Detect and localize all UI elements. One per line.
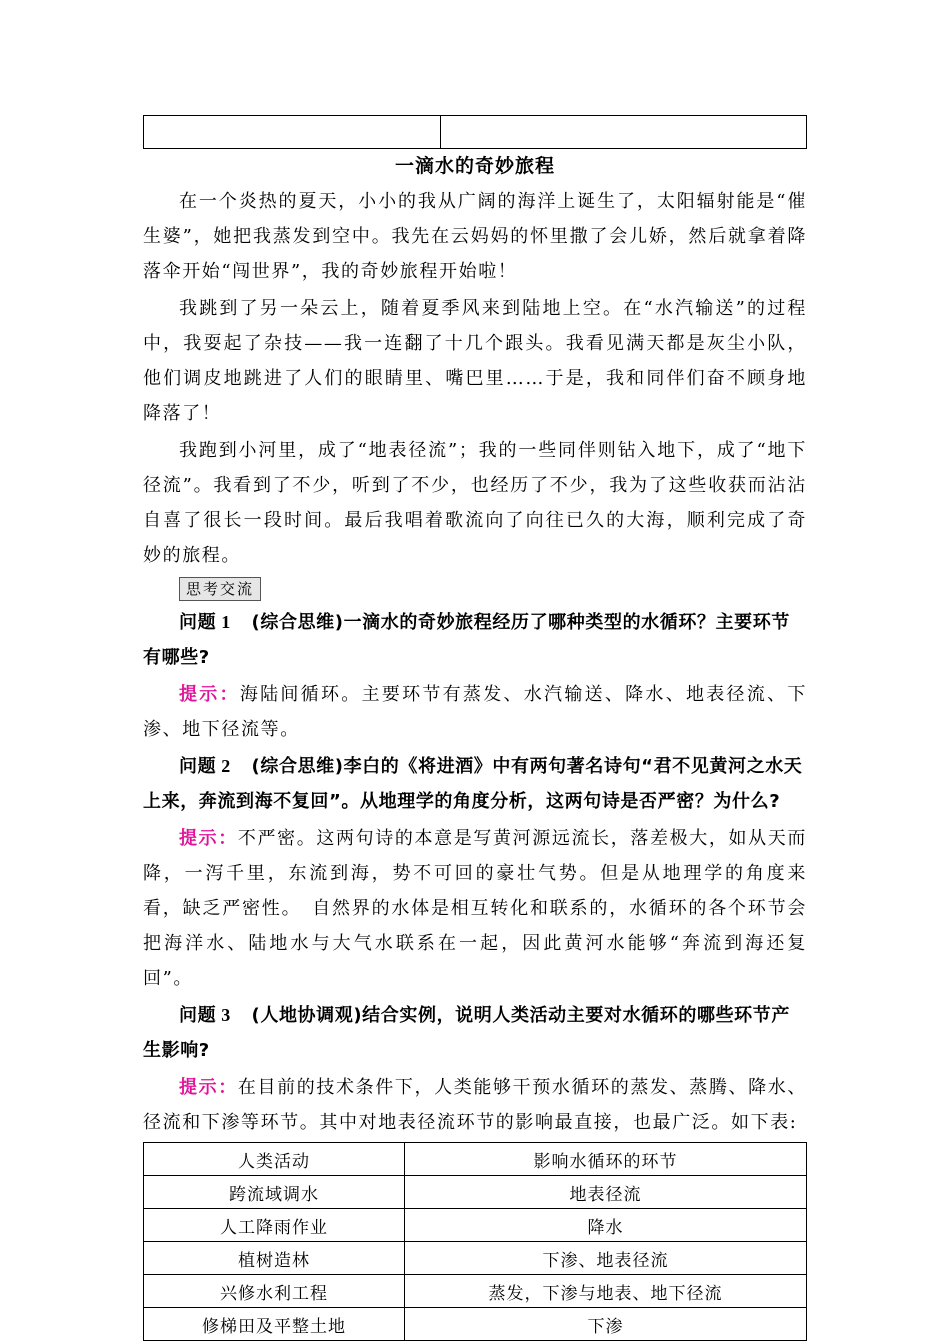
table-row [144, 1209, 807, 1242]
table-cell: 修梯田及平整土地 [144, 1308, 405, 1341]
table-row [144, 1176, 807, 1209]
question-2 [143, 749, 807, 819]
question-text: (综合思维)一滴水的奇妙旅程经历了哪种类型的水循环？主要环节有哪些? [143, 612, 790, 668]
hint-label: 提示： [179, 1077, 238, 1098]
hint-1 [143, 677, 807, 747]
table-row [144, 1308, 807, 1341]
question-text: (综合思维)李白的《将进酒》中有两句著名诗句“君不见黄河之水天上来，奔流到海不复回”。从地理学的角度分析，这两句诗是否严密？为什么? [143, 756, 803, 812]
human-activity-table [143, 1142, 807, 1341]
table-header-cell: 影响水循环的环节 [405, 1143, 807, 1176]
story-paragraph-3: 我跑到小河里，成了“地表径流”；我的一些同伴则钻入地下，成了“地下径流”。我看到了不少，听到了不少，也经历了不少，我为了这些收获而沾沾自喜了很长一段时间。最后我唱着歌流向了向往已久的大海，顺利完成了奇妙的旅程。 [143, 440, 807, 566]
empty-header-table [143, 115, 807, 149]
hint-text: 海陆间循环。主要环节有蒸发、水汽输送、降水、地表径流、下渗、地下径流等。 [143, 684, 807, 740]
table-cell: 下渗 [405, 1308, 807, 1341]
table-cell: 降水 [405, 1209, 807, 1242]
question-text: (人地协调观)结合实例，说明人类活动主要对水循环的哪些环节产生影响? [143, 1005, 790, 1061]
hint-3 [143, 1070, 807, 1140]
question-number: 问题 2 [179, 756, 231, 776]
article-title: 一滴水的奇妙旅程 [394, 155, 555, 177]
table-cell: 下渗、地表径流 [405, 1242, 807, 1275]
table-row [144, 1242, 807, 1275]
question-number: 问题 1 [179, 612, 231, 632]
hint-text: 在目前的技术条件下，人类能够干预水循环的蒸发、蒸腾、降水、径流和下渗等环节。其中对地表径流环节的影响最直接，也最广泛。如下表: [143, 1077, 807, 1133]
story-paragraph-1: 在一个炎热的夏天，小小的我从广阔的海洋上诞生了，太阳辐射能是“催生婆”，她把我蒸发到空中。我先在云妈妈的怀里撒了会儿娇，然后就拿着降落伞开始“闯世界”，我的奇妙旅程开始啦！ [143, 191, 807, 282]
table-row [144, 1275, 807, 1308]
hint-label: 提示： [179, 684, 240, 705]
section-tag: 思考交流 [179, 577, 261, 601]
hint-text: 不严密。这两句诗的本意是写黄河源远流长，落差极大，如从天而降，一泻千里，东流到海，势不可回的豪壮气势。但是从地理学的角度来看，缺乏严密性。 自然界的水体是相互转化和联系的，水循环的各个环节会把海洋水、陆地水与大气水联系在一起，因此黄河水能够“奔流到海还复回”。 [143, 828, 807, 989]
table-cell: 兴修水利工程 [144, 1275, 405, 1308]
empty-cell-left [144, 116, 441, 149]
question-1 [143, 605, 807, 675]
question-number: 问题 3 [179, 1005, 231, 1025]
empty-cell-right [441, 116, 807, 149]
hint-2 [143, 821, 807, 996]
question-3 [143, 998, 807, 1068]
hint-label: 提示： [179, 828, 238, 849]
table-header-row [144, 1143, 807, 1176]
table-cell: 地表径流 [405, 1176, 807, 1209]
document-page [143, 115, 807, 1341]
story-paragraph-2: 我跳到了另一朵云上，随着夏季风来到陆地上空。在“水汽输送”的过程中，我耍起了杂技——我一连翻了十几个跟头。我看见满天都是灰尘小队，他们调皮地跳进了人们的眼睛里、嘴巴里……于是，我和同伴们奋不顾身地降落了！ [143, 298, 807, 424]
table-cell: 跨流域调水 [144, 1176, 405, 1209]
table-header-cell: 人类活动 [144, 1143, 405, 1176]
table-cell: 人工降雨作业 [144, 1209, 405, 1242]
table-cell: 蒸发，下渗与地表、地下径流 [405, 1275, 807, 1308]
table-cell: 植树造林 [144, 1242, 405, 1275]
